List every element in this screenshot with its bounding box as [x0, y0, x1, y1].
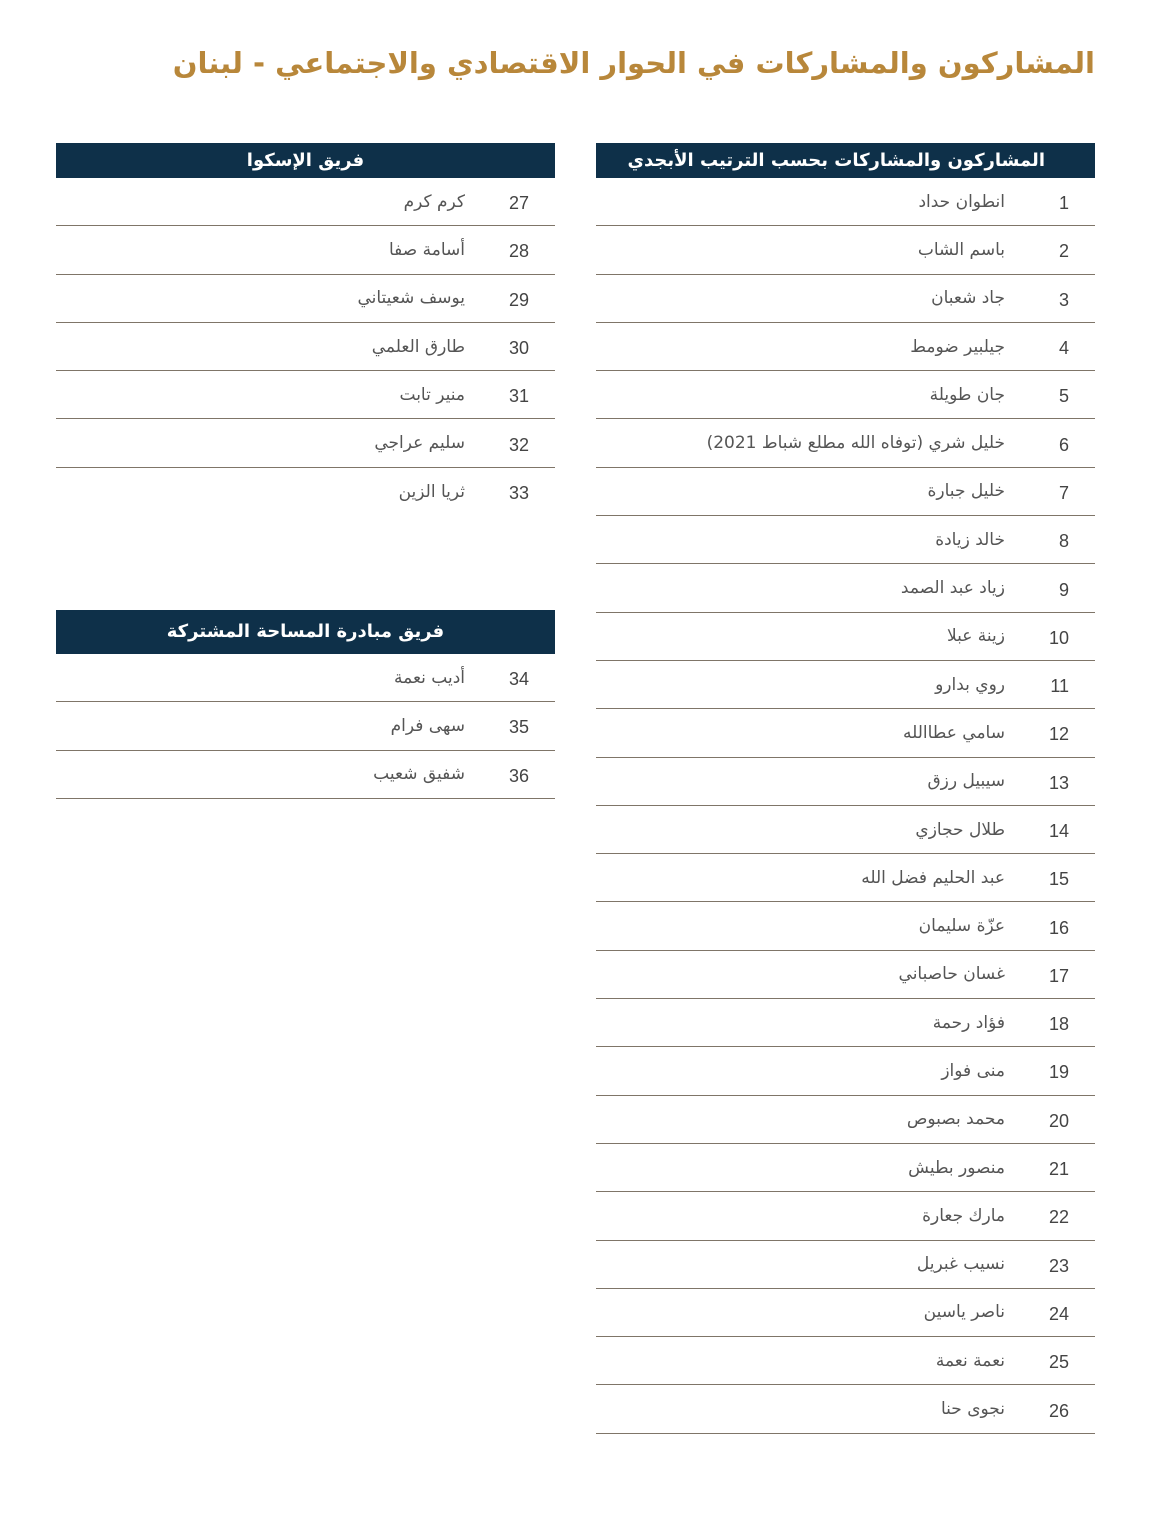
list-item: [56, 226, 555, 274]
list-item: [56, 419, 555, 467]
participant-name: عزّة سليمان: [918, 916, 1005, 937]
list-item: [596, 468, 1095, 516]
participant-name: كرم كرم: [403, 191, 465, 212]
escwa-team-panel: [56, 143, 555, 516]
participant-name: مارك جعارة: [922, 1205, 1005, 1226]
row-number: 29: [508, 289, 529, 310]
participant-name: غسان حاصباني: [898, 964, 1005, 985]
list-item: [596, 178, 1095, 226]
participant-name: سليم عراجي: [374, 433, 465, 454]
participant-name: جاد شعبان: [931, 288, 1005, 309]
row-number: 7: [1058, 482, 1069, 503]
list-item: [56, 702, 555, 750]
list-item: [596, 371, 1095, 419]
row-number: 5: [1058, 386, 1069, 407]
row-number: 12: [1048, 724, 1069, 745]
row-number: 23: [1048, 1255, 1069, 1276]
list-item: [56, 371, 555, 419]
list-item: [596, 758, 1095, 806]
participant-list: [56, 178, 555, 516]
row-number: 2: [1058, 241, 1069, 262]
participant-name: فؤاد رحمة: [932, 1012, 1005, 1033]
participant-name: محمد بصبوص: [906, 1109, 1005, 1130]
participant-name: ناصر ياسين: [923, 1302, 1005, 1323]
list-item: [596, 951, 1095, 999]
row-number: 11: [1050, 676, 1069, 697]
shared-space-team-panel: [56, 610, 555, 799]
participant-name: خليل جبارة: [927, 481, 1005, 502]
row-number: 19: [1048, 1062, 1069, 1083]
row-number: 33: [508, 483, 529, 504]
list-item: [596, 226, 1095, 274]
list-item: [56, 654, 555, 702]
list-item: [596, 419, 1095, 467]
participant-name: طارق العلمي: [371, 336, 465, 357]
list-item: [596, 1047, 1095, 1095]
row-number: 18: [1048, 1014, 1069, 1035]
participant-name: انطوان حداد: [918, 191, 1005, 212]
row-number: 10: [1048, 627, 1069, 648]
row-number: 21: [1048, 1159, 1069, 1180]
list-item: [596, 1241, 1095, 1289]
row-number: 30: [508, 338, 529, 359]
row-number: 28: [508, 241, 529, 262]
participant-name: نعمة نعمة: [935, 1350, 1005, 1371]
participant-name: سامي عطاالله: [902, 722, 1005, 743]
list-item: [596, 516, 1095, 564]
participant-name: زينة عبلا: [946, 626, 1005, 647]
list-item: [596, 1385, 1095, 1433]
participant-name: طلال حجازي: [915, 819, 1005, 840]
list-item: [596, 613, 1095, 661]
row-number: 13: [1048, 772, 1069, 793]
participant-name: باسم الشاب: [917, 239, 1005, 260]
row-number: 22: [1048, 1207, 1069, 1228]
row-number: 25: [1048, 1352, 1069, 1373]
list-item: [596, 1289, 1095, 1337]
participant-name: شفيق شعيب: [373, 764, 465, 785]
participant-name: خالد زيادة: [935, 529, 1005, 550]
participant-name: عبد الحليم فضل الله: [861, 867, 1005, 888]
row-number: 20: [1048, 1110, 1069, 1131]
list-item: [596, 709, 1095, 757]
list-item: [596, 1096, 1095, 1144]
participant-name: منى فواز: [941, 1060, 1005, 1081]
list-item: [596, 323, 1095, 371]
row-number: 24: [1048, 1303, 1069, 1324]
panel-header: فريق مبادرة المساحة المشتركة: [56, 610, 555, 654]
row-number: 34: [508, 669, 529, 690]
participant-name: منصور بطيش: [908, 1157, 1005, 1178]
participant-list: [596, 178, 1095, 1434]
participant-list: [56, 654, 555, 799]
list-item: [56, 275, 555, 323]
panel-header: فريق الإسكوا: [56, 143, 555, 178]
row-number: 6: [1058, 434, 1069, 455]
row-number: 31: [508, 386, 529, 407]
participant-name: خليل شري (توفاه الله مطلع شباط 2021): [706, 433, 1005, 454]
list-item: [56, 751, 555, 799]
participant-name: ثريا الزين: [398, 481, 465, 502]
participant-name: سهى فرام: [390, 715, 465, 736]
page-title: المشاركون والمشاركات في الحوار الاقتصادي والاجتماعي - لبنان: [172, 46, 1095, 80]
participant-name: نسيب غبريل: [916, 1254, 1005, 1275]
participant-name: زياد عبد الصمد: [900, 578, 1005, 599]
row-number: 15: [1048, 869, 1069, 890]
row-number: 32: [508, 434, 529, 455]
list-item: [596, 275, 1095, 323]
list-item: [596, 1144, 1095, 1192]
list-item: [596, 902, 1095, 950]
participant-name: جيلبير ضومط: [910, 336, 1005, 357]
row-number: 16: [1048, 917, 1069, 938]
row-number: 1: [1058, 193, 1069, 214]
row-number: 14: [1048, 821, 1069, 841]
list-item: [596, 806, 1095, 854]
participant-name: نجوى حنا: [940, 1399, 1005, 1420]
row-number: 36: [508, 765, 529, 786]
list-item: [56, 468, 555, 516]
list-item: [596, 999, 1095, 1047]
participant-name: روي بدارو: [935, 674, 1005, 695]
row-number: 26: [1048, 1400, 1069, 1421]
list-item: [596, 661, 1095, 709]
participant-name: يوسف شعيتاني: [357, 288, 465, 309]
row-number: 9: [1058, 579, 1069, 600]
list-item: [596, 1337, 1095, 1385]
row-number: 35: [508, 717, 529, 738]
list-item: [596, 1192, 1095, 1240]
list-item: [56, 178, 555, 226]
participant-name: منير تابت: [399, 384, 465, 405]
row-number: 8: [1058, 531, 1069, 552]
participant-name: أديب نعمة: [394, 667, 465, 688]
list-item: [596, 564, 1095, 612]
list-item: [56, 323, 555, 371]
row-number: 4: [1058, 338, 1069, 359]
panel-header: المشاركون والمشاركات بحسب الترتيب الأبجدي: [596, 143, 1095, 178]
participant-name: أسامة صفا: [389, 239, 465, 260]
row-number: 3: [1058, 289, 1069, 310]
alphabetical-participants-panel: [596, 143, 1095, 1434]
list-item: [596, 854, 1095, 902]
participant-name: سيبيل رزق: [927, 771, 1005, 792]
row-number: 17: [1048, 965, 1069, 986]
row-number: 27: [508, 193, 529, 214]
participant-name: جان طويلة: [929, 384, 1005, 405]
